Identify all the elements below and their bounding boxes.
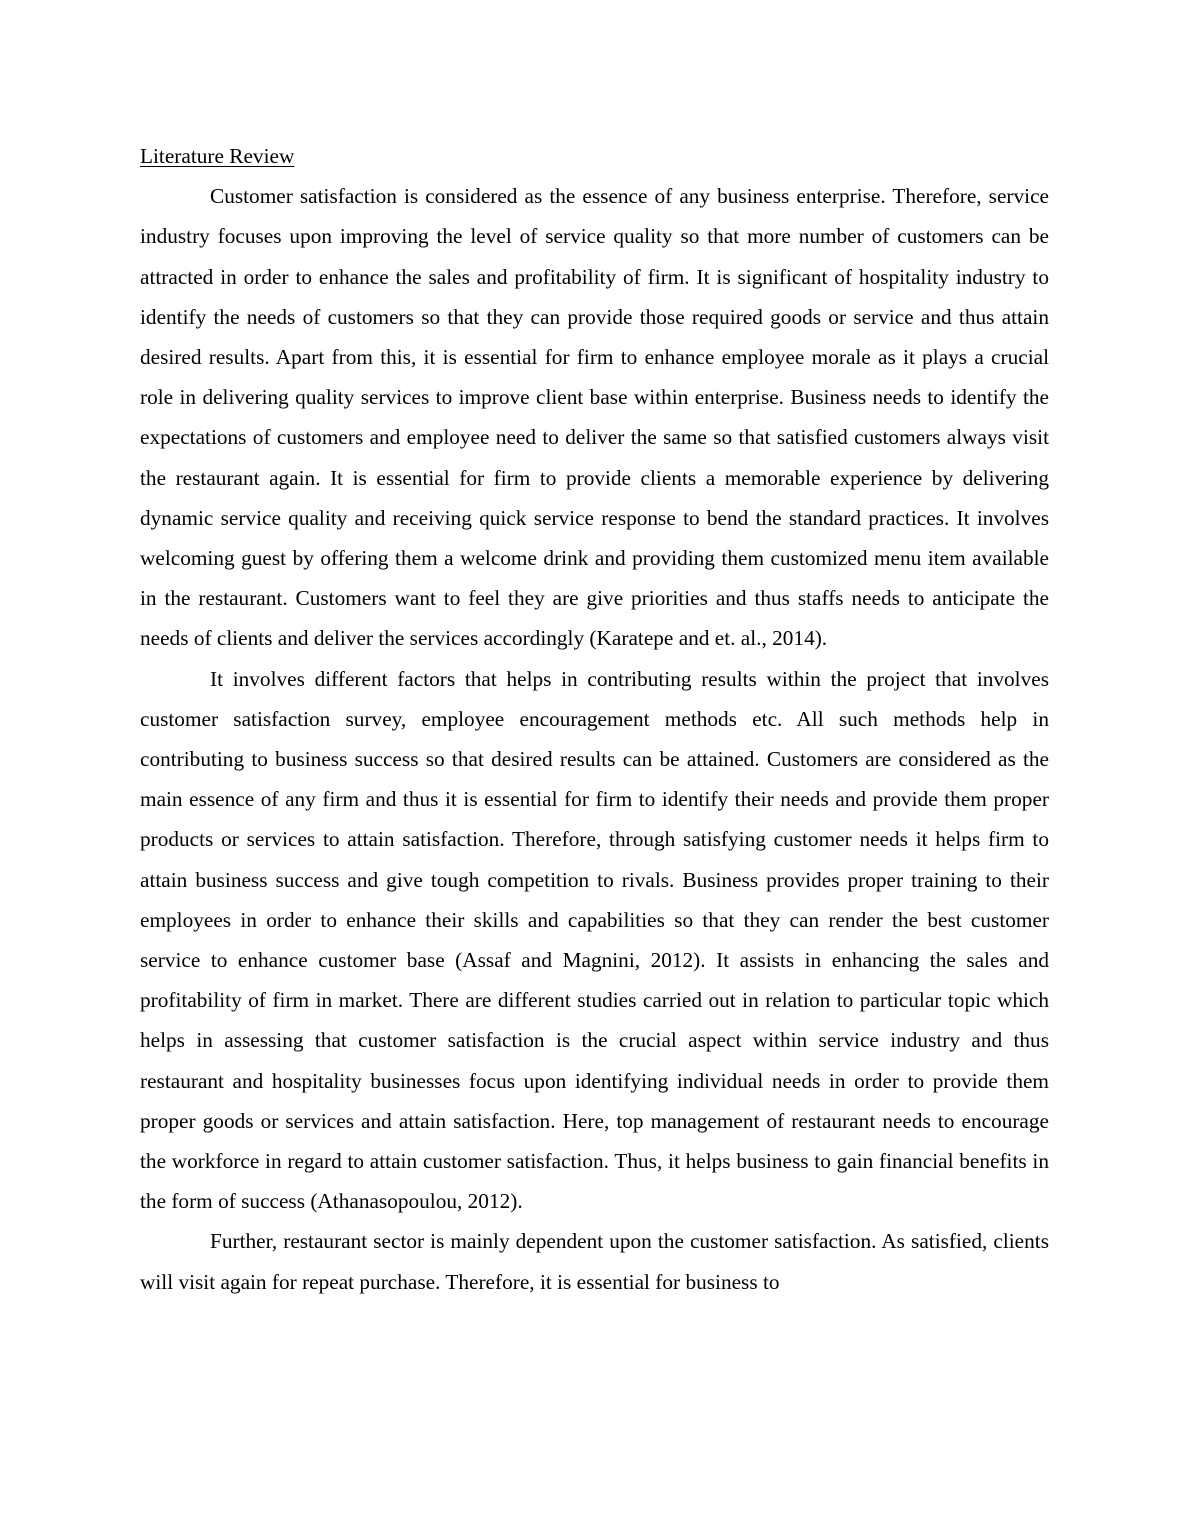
paragraph-restaurant-sector: Further, restaurant sector is mainly dependent upon the customer satisfaction. As satisfied, clients will visit again for repeat purchase. Therefore, it is essential for business to <box>140 1229 1049 1294</box>
document-body <box>140 136 1049 1302</box>
paragraph-contributing-factors: It involves different factors that helps in contributing results within the project that involves customer satisfaction survey, employee encouragement methods etc. All such methods help in contributing to business success so that desired results can be attained. Customers are considered as the main essence of any firm and thus it is essential for firm to identify their needs and provide them proper products or services to attain satisfaction. Therefore, through satisfying customer needs it helps firm to attain business success and give tough competition to rivals. Business provides proper training to their employees in order to enhance their skills and capabilities so that they can render the best customer service to enhance customer base (Assaf and Magnini, 2012). It assists in enhancing the sales and profitability of firm in market. There are different studies carried out in relation to particular topic which helps in assessing that customer satisfaction is the crucial aspect within service industry and thus restaurant and hospitality businesses focus upon identifying individual needs in order to provide them proper goods or services and attain satisfaction. Here, top management of restaurant needs to encourage the workforce in regard to attain customer satisfaction. Thus, it helps business to gain financial benefits in the form of success (Athanasopoulou, 2012). <box>140 666 1049 1214</box>
paragraph-customer-satisfaction: Customer satisfaction is considered as the essence of any business enterprise. Therefore, service industry focuses upon improving the level of service quality so that more number of customers can be attracted in order to enhance the sales and profitability of firm. It is significant of hospitality industry to identify the needs of customers so that they can provide those required goods or service and thus attain desired results. Apart from this, it is essential for firm to enhance employee morale as it plays a crucial role in delivering quality services to improve client base within enterprise. Business needs to identify the expectations of customers and employee need to deliver the same so that satisfied customers always visit the restaurant again. It is essential for firm to provide clients a memorable experience by delivering dynamic service quality and receiving quick service response to bend the standard practices. It involves welcoming guest by offering them a welcome drink and providing them customized menu item available in the restaurant. Customers want to feel they are give priorities and thus staffs needs to anticipate the needs of clients and deliver the services accordingly (Karatepe and et. al., 2014). <box>140 184 1049 651</box>
section-heading: Literature Review <box>140 144 295 168</box>
